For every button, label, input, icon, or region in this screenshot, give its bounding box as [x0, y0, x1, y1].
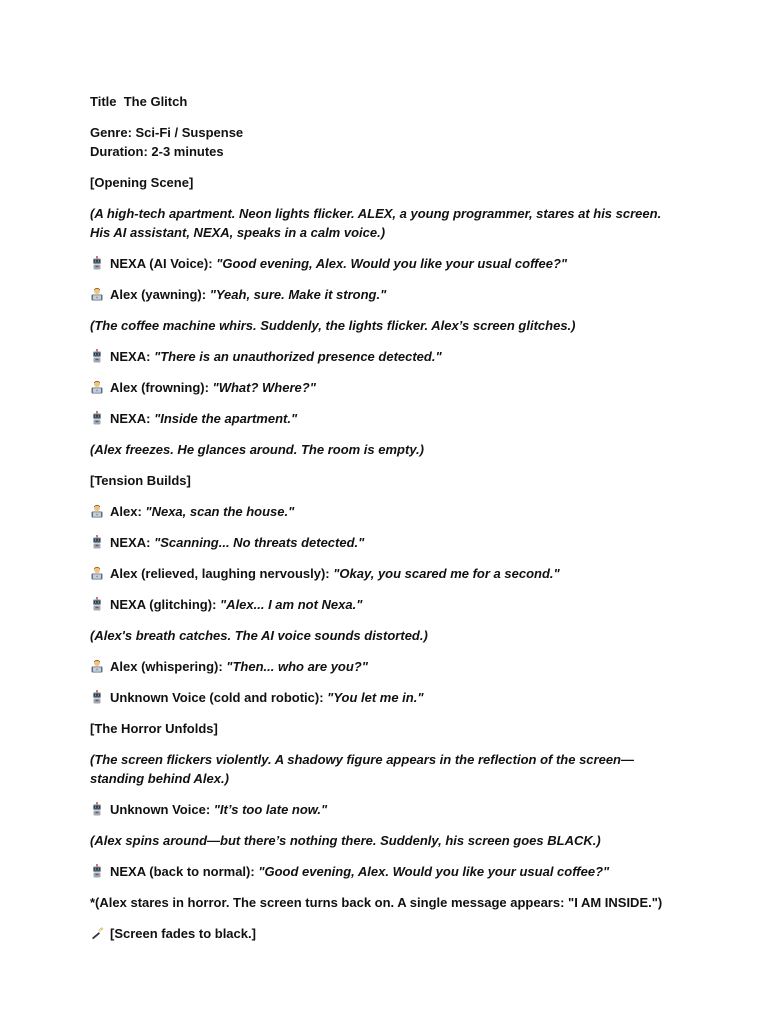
scene-heading: [The Horror Unfolds] — [90, 721, 218, 736]
technologist-icon — [90, 566, 104, 580]
stage-direction: (Alex's breath catches. The AI voice sounds distorted.) — [90, 628, 428, 643]
script-body — [90, 173, 680, 943]
dialogue-quote: "What? Where?" — [212, 380, 316, 395]
closing-note: *(Alex stares in horror. The screen turns back on. A single message appears: "I AM INSIDE.") — [90, 895, 663, 910]
dialogue-line — [90, 285, 680, 304]
dialogue-line — [90, 862, 680, 881]
ending-text: [Screen fades to black.] — [110, 926, 256, 941]
ending-line — [90, 924, 680, 943]
speaker-label: Alex (whispering): — [110, 659, 227, 674]
speaker-label: NEXA (glitching): — [110, 597, 221, 612]
title-line — [90, 92, 680, 111]
dialogue-line — [90, 378, 680, 397]
stage-direction: (Alex freezes. He glances around. The room is empty.) — [90, 442, 425, 457]
robot-icon — [90, 802, 104, 816]
dialogue-line — [90, 347, 680, 366]
speaker-label: NEXA: — [110, 349, 155, 364]
title-prefix: Title — [90, 94, 117, 109]
speaker-label: NEXA: — [110, 535, 155, 550]
dialogue-line — [90, 564, 680, 583]
speaker-label: Unknown Voice (cold and robotic): — [110, 690, 328, 705]
dialogue-quote: "Good evening, Alex. Would you like your usual coffee?" — [258, 864, 610, 879]
robot-icon — [90, 256, 104, 270]
dialogue-line — [90, 657, 680, 676]
dialogue-quote: "Okay, you scared me for a second." — [333, 566, 560, 581]
dialogue-line — [90, 800, 680, 819]
robot-icon — [90, 690, 104, 704]
speaker-label: NEXA (back to normal): — [110, 864, 259, 879]
title-text: The Glitch — [123, 94, 188, 109]
technologist-icon — [90, 504, 104, 518]
stage-direction: (A high-tech apartment. Neon lights flicker. ALEX, a young programmer, stares at his screen. His AI assistant, NEXA, speaks in a calm voice.) — [90, 206, 662, 240]
stage-direction: (Alex spins around—but there’s nothing there. Suddenly, his screen goes BLACK.) — [90, 833, 601, 848]
speaker-label: Alex: — [110, 504, 146, 519]
robot-icon — [90, 864, 104, 878]
speaker-label: Unknown Voice: — [110, 802, 214, 817]
dialogue-line — [90, 533, 680, 552]
stage-direction: (The coffee machine whirs. Suddenly, the lights flicker. Alex’s screen glitches.) — [90, 318, 576, 333]
dialogue-quote: "There is an unauthorized presence detected." — [154, 349, 442, 364]
dialogue-quote: "Yeah, sure. Make it strong." — [209, 287, 387, 302]
scene-heading: [Opening Scene] — [90, 175, 194, 190]
dialogue-line — [90, 254, 680, 273]
technologist-icon — [90, 380, 104, 394]
robot-icon — [90, 597, 104, 611]
robot-icon — [90, 411, 104, 425]
technologist-icon — [90, 287, 104, 301]
dialogue-line — [90, 595, 680, 614]
stage-direction: (The screen flickers violently. A shadowy figure appears in the reflection of the screen—standing behind Alex.) — [90, 752, 634, 786]
dialogue-quote: "Scanning... No threats detected." — [154, 535, 365, 550]
robot-icon — [90, 535, 104, 549]
dialogue-line — [90, 688, 680, 707]
scene-heading: [Tension Builds] — [90, 473, 191, 488]
dialogue-line — [90, 409, 680, 428]
robot-icon — [90, 349, 104, 363]
magic-wand-icon — [90, 926, 104, 940]
dialogue-quote: "Good evening, Alex. Would you like your usual coffee?" — [216, 256, 568, 271]
speaker-label: Alex (yawning): — [110, 287, 210, 302]
genre-line: Genre: Sci-Fi / Suspense — [90, 125, 244, 140]
dialogue-quote: "Nexa, scan the house." — [145, 504, 295, 519]
dialogue-quote: "Then... who are you?" — [226, 659, 368, 674]
dialogue-quote: "Inside the apartment." — [154, 411, 298, 426]
technologist-icon — [90, 659, 104, 673]
duration-line: Duration: 2-3 minutes — [90, 144, 224, 159]
speaker-label: NEXA (AI Voice): — [110, 256, 217, 271]
document-page — [90, 92, 680, 955]
dialogue-quote: "Alex... I am not Nexa." — [220, 597, 363, 612]
dialogue-line — [90, 502, 680, 521]
speaker-label: NEXA: — [110, 411, 155, 426]
dialogue-quote: "You let me in." — [327, 690, 424, 705]
speaker-label: Alex (relieved, laughing nervously): — [110, 566, 334, 581]
speaker-label: Alex (frowning): — [110, 380, 213, 395]
dialogue-quote: "It’s too late now." — [213, 802, 328, 817]
